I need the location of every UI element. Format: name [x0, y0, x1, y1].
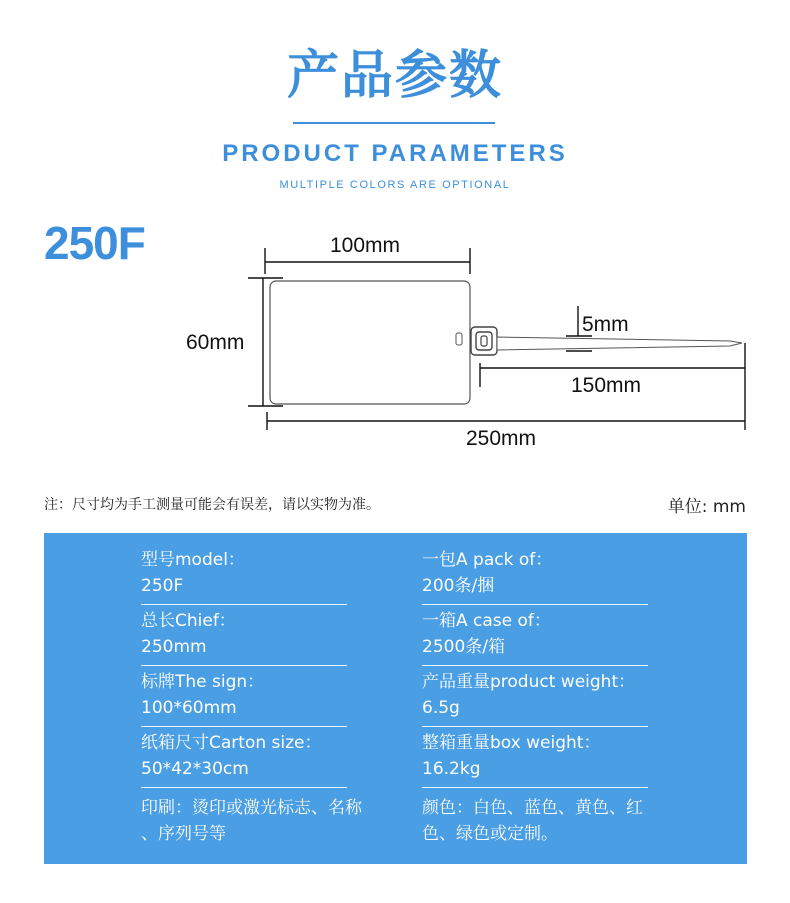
dimension-label-total: 250mm: [466, 427, 537, 450]
spec-label: 标牌The sign：: [141, 672, 265, 692]
spec-value: 2500条/箱: [422, 637, 505, 657]
spec-panel: [44, 533, 747, 864]
page-title-english: PRODUCT PARAMETERS: [222, 140, 568, 167]
spec-product-weight: [422, 655, 648, 721]
spec-label: 一包A pack of：: [422, 550, 553, 570]
spec-carton-size: [141, 716, 347, 782]
spec-label: 型号model：: [141, 550, 245, 570]
dimension-label-height: 60mm: [186, 331, 245, 354]
spec-label: 印刷：烫印或激光标志、名称: [141, 798, 362, 818]
spec-value: 、序列号等: [141, 824, 226, 844]
spec-label: 产品重量product weight：: [422, 672, 636, 692]
dimension-label-tail: 150mm: [571, 374, 642, 397]
spec-value: 6.5g: [422, 698, 460, 718]
spec-label: 总长Chief：: [141, 611, 236, 631]
spec-value: 250F: [141, 576, 184, 596]
measurement-note: 注：尺寸均为手工测量可能会有误差，请以实物为准。: [44, 497, 380, 513]
strap-tail: [497, 337, 742, 350]
dimension-label-thickness: 5mm: [582, 313, 629, 336]
spec-value: 色、绿色或定制。: [422, 824, 558, 844]
spec-label: 整箱重量box weight：: [422, 733, 601, 753]
spec-label: 一箱A case of：: [422, 611, 551, 631]
spec-value: 250mm: [141, 637, 207, 657]
spec-printing: [141, 781, 401, 847]
spec-value: 200条/捆: [422, 576, 495, 596]
spec-model: [141, 533, 347, 599]
spec-sign: [141, 655, 347, 721]
spec-colors: [422, 781, 692, 847]
spec-length: [141, 594, 347, 660]
spec-case: [422, 594, 648, 660]
spec-value: 100*60mm: [141, 698, 237, 718]
spec-pack: [422, 533, 648, 599]
page-subtitle: MULTIPLE COLORS ARE OPTIONAL: [279, 179, 511, 191]
spec-value: 50*42*30cm: [141, 759, 249, 779]
model-code: 250F: [44, 217, 145, 269]
lock-head-hole: [481, 336, 487, 346]
tag-body: [270, 281, 470, 404]
dimension-label-width: 100mm: [330, 234, 401, 257]
unit-label: 单位: mm: [667, 497, 746, 517]
spec-label: 颜色：白色、蓝色、黄色、红: [422, 798, 643, 818]
spec-value: 16.2kg: [422, 759, 481, 779]
spec-box-weight: [422, 716, 648, 782]
page-title: 产品参数: [286, 46, 503, 106]
spec-label: 纸箱尺寸Carton size：: [141, 733, 322, 753]
